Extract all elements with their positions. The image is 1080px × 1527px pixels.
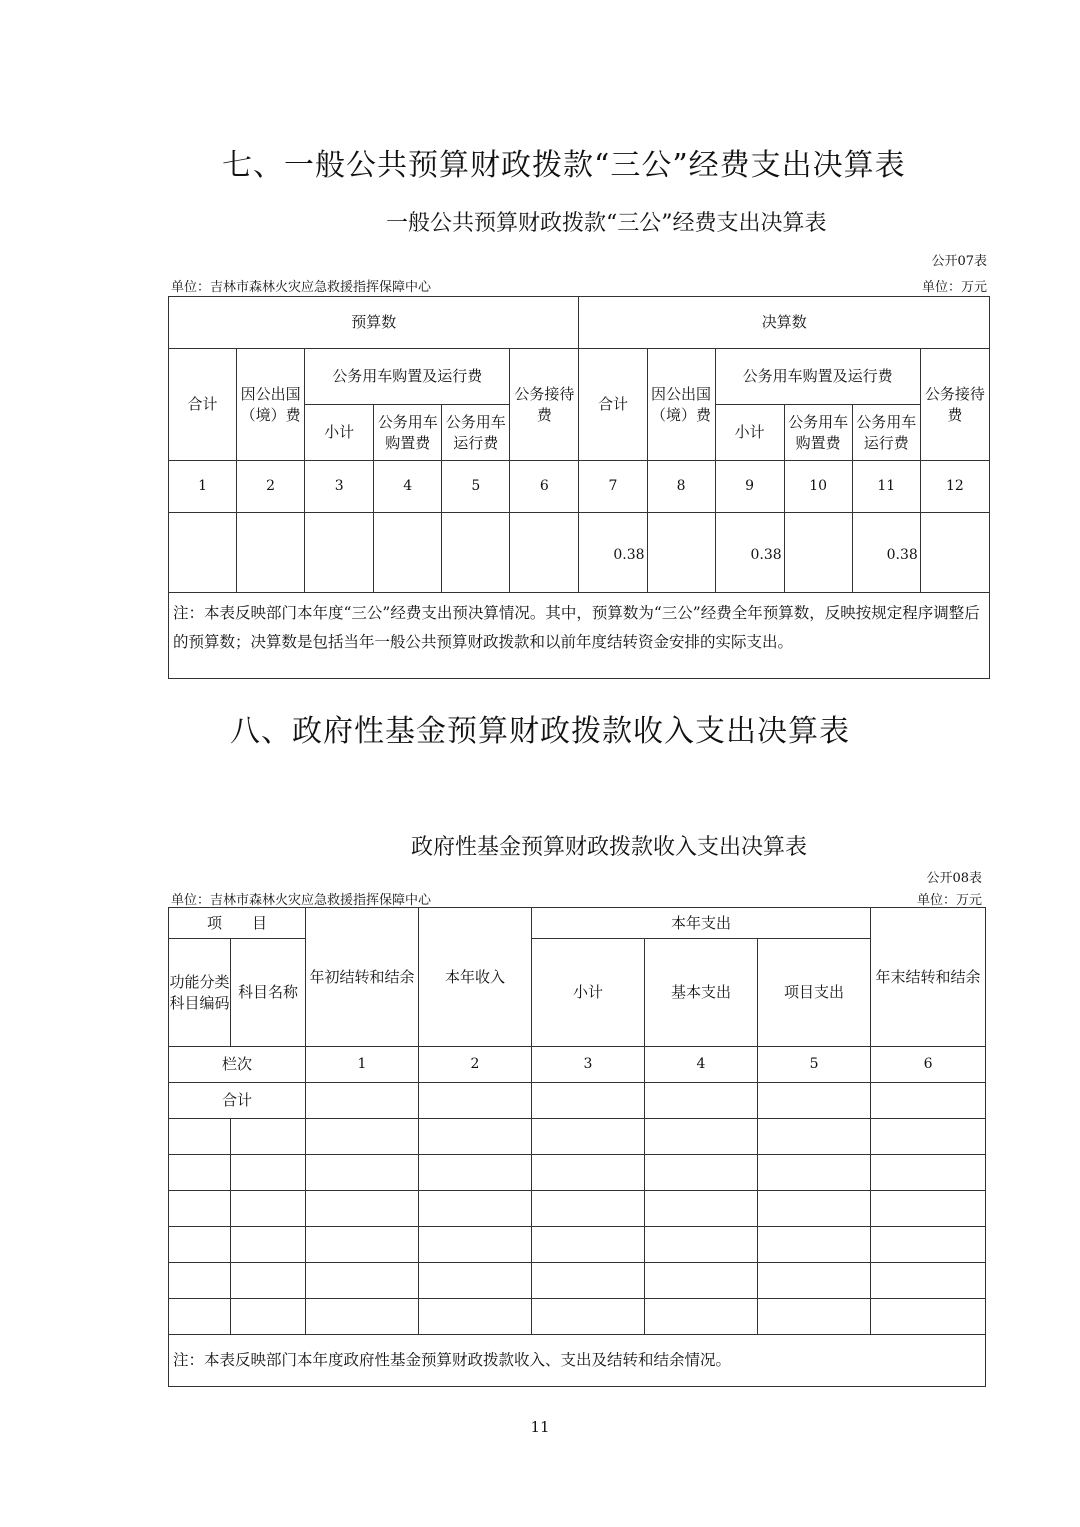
final-subtotal-header: 小计 — [715, 405, 784, 461]
empty-cell — [306, 1083, 419, 1119]
final-car-run-header: 公务用车 运行费 — [852, 405, 920, 461]
item-header: 项 目 — [169, 908, 306, 939]
budget-car-buy-header: 公务用车 购置费 — [374, 405, 442, 461]
budget-car-header: 公务用车购置及运行费 — [305, 349, 510, 405]
col-number: 2 — [237, 461, 305, 513]
expense-group-header: 本年支出 — [532, 908, 871, 939]
col-number: 5 — [758, 1047, 871, 1083]
value-cell: 0.38 — [715, 513, 784, 593]
col-number: 9 — [715, 461, 784, 513]
value-cell — [374, 513, 442, 593]
final-reception-header: 公务接待费 — [920, 349, 989, 461]
function-code-header: 功能分类 科目编码 — [169, 939, 231, 1047]
page-number: 11 — [530, 1418, 550, 1436]
value-cell: 0.38 — [852, 513, 920, 593]
col-number: 2 — [419, 1047, 532, 1083]
col-number: 5 — [442, 461, 510, 513]
budget-reception-header: 公务接待费 — [510, 349, 579, 461]
col-number: 6 — [871, 1047, 986, 1083]
gov-fund-table — [168, 907, 986, 1387]
three-public-expenses-table — [168, 296, 990, 679]
section8-table-title: 政府性基金预算财政拨款收入支出决算表 — [411, 835, 808, 860]
table-row — [169, 1155, 986, 1191]
subject-name-header: 科目名称 — [231, 939, 306, 1047]
value-cell — [237, 513, 305, 593]
col-number: 4 — [645, 1047, 758, 1083]
end-balance-header: 年末结转和结余 — [871, 908, 986, 1047]
col-number: 6 — [510, 461, 579, 513]
section7-table-title: 一般公共预算财政拨款“三公”经费支出决算表 — [386, 211, 827, 236]
col-number: 12 — [920, 461, 989, 513]
begin-balance-header: 年初结转和结余 — [306, 908, 419, 1047]
table-row — [169, 1227, 986, 1263]
budget-group-header: 预算数 — [169, 297, 579, 349]
final-total-header: 合计 — [579, 349, 647, 461]
basic-expense-header: 基本支出 — [645, 939, 758, 1047]
section7-form-no: 公开07表 — [931, 254, 987, 269]
budget-car-run-header: 公务用车 运行费 — [442, 405, 510, 461]
section7-heading: 七、一般公共预算财政拨款“三公”经费支出决算表 — [222, 148, 906, 183]
col-number: 7 — [579, 461, 647, 513]
empty-cell — [758, 1083, 871, 1119]
row-seq-label: 栏次 — [169, 1047, 306, 1083]
value-cell — [920, 513, 989, 593]
expense-subtotal-header: 小计 — [532, 939, 645, 1047]
budget-total-header: 合计 — [169, 349, 237, 461]
budget-subtotal-header: 小计 — [305, 405, 374, 461]
empty-cell — [419, 1083, 532, 1119]
table-row — [169, 1263, 986, 1299]
table-row — [169, 1191, 986, 1227]
col-number: 8 — [647, 461, 715, 513]
value-cell: 0.38 — [579, 513, 647, 593]
final-car-header: 公务用车购置及运行费 — [715, 349, 920, 405]
table-row — [169, 1119, 986, 1155]
section8-note: 注：本表反映部门本年度政府性基金预算财政拨款收入、支出及结转和结余情况。 — [169, 1335, 986, 1387]
col-number: 3 — [532, 1047, 645, 1083]
col-number: 1 — [169, 461, 237, 513]
final-car-buy-header: 公务用车 购置费 — [784, 405, 852, 461]
section8-unit: 单位：万元 — [916, 893, 982, 908]
col-number: 4 — [374, 461, 442, 513]
value-cell — [647, 513, 715, 593]
section8-form-no: 公开08表 — [926, 871, 982, 886]
value-cell — [784, 513, 852, 593]
final-abroad-header: 因公出国 （境）费 — [647, 349, 715, 461]
section7-org: 单位：吉林市森林火灾应急救援指挥保障中心 — [171, 280, 432, 295]
section8-org: 单位：吉林市森林火灾应急救援指挥保障中心 — [171, 893, 432, 908]
col-number: 11 — [852, 461, 920, 513]
col-number: 1 — [306, 1047, 419, 1083]
empty-cell — [645, 1083, 758, 1119]
section7-note: 注：本表反映部门本年度“三公”经费支出预决算情况。其中，预算数为“三公”经费全年预算数，反映按规定程序调整后的预算数；决算数是包括当年一般公共预算财政拨款和以前年度结转资金安排的实际支出。 — [169, 593, 990, 679]
table-row — [169, 1299, 986, 1335]
col-number: 10 — [784, 461, 852, 513]
project-expense-header: 项目支出 — [758, 939, 871, 1047]
col-number: 3 — [305, 461, 374, 513]
row-total-label: 合计 — [169, 1083, 306, 1119]
final-group-header: 决算数 — [579, 297, 990, 349]
section8-heading: 八、政府性基金预算财政拨款收入支出决算表 — [230, 714, 850, 749]
section7-unit: 单位：万元 — [921, 280, 987, 295]
value-cell — [169, 513, 237, 593]
income-header: 本年收入 — [419, 908, 532, 1047]
value-cell — [510, 513, 579, 593]
budget-abroad-header: 因公出国 （境）费 — [237, 349, 305, 461]
value-cell — [305, 513, 374, 593]
value-cell — [442, 513, 510, 593]
empty-cell — [532, 1083, 645, 1119]
empty-cell — [871, 1083, 986, 1119]
